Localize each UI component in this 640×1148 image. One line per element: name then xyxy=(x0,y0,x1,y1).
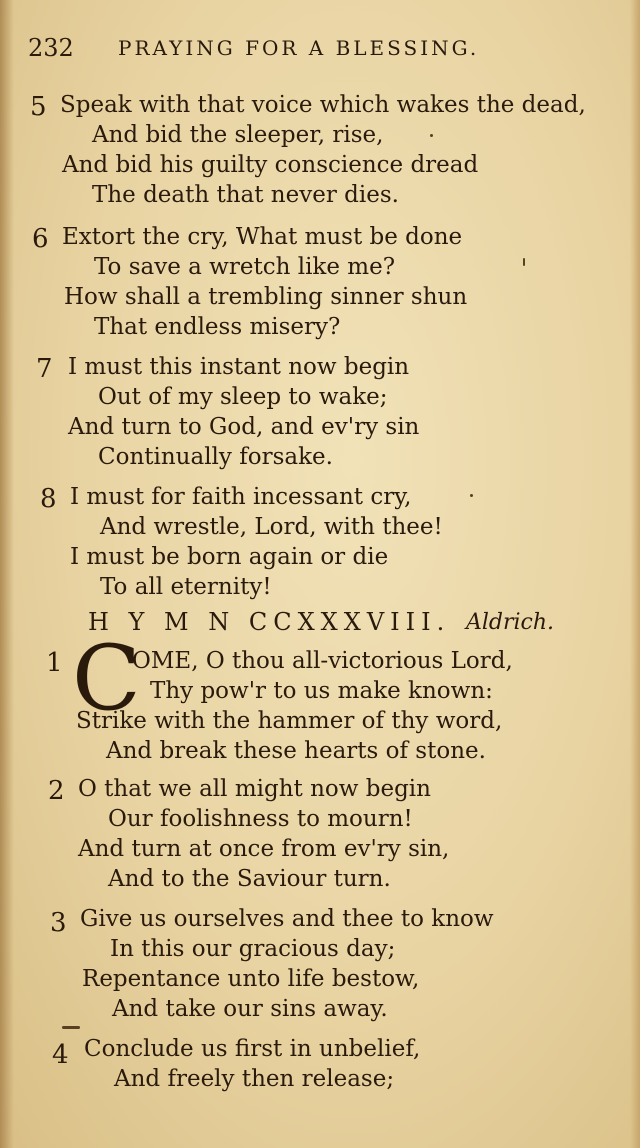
verse-line: And freely then release; xyxy=(114,1066,395,1092)
verse-line: To save a wretch like me? xyxy=(94,254,396,280)
verse-line: Continually forsake. xyxy=(98,444,333,470)
verse-line: And bid the sleeper, rise, xyxy=(92,122,384,148)
verse-line: And break these hearts of stone. xyxy=(106,738,486,764)
verse-line: And take our sins away. xyxy=(112,996,388,1022)
verse-line: And wrestle, Lord, with thee! xyxy=(100,514,443,540)
page-header xyxy=(28,34,608,70)
verse-line: O that we all might now begin xyxy=(78,776,431,802)
verse-line: Strike with the hammer of thy word, xyxy=(76,708,503,734)
verse-line: Conclude us first in unbelief, xyxy=(84,1036,421,1062)
verse-number: 5 xyxy=(30,92,47,122)
paper-speck xyxy=(523,258,525,266)
verse-line: The death that never dies. xyxy=(92,182,399,208)
running-title: PRAYING FOR A BLESSING. xyxy=(118,36,480,60)
verse-line: And bid his guilty conscience dread xyxy=(62,152,479,178)
verse-line: I must this instant now begin xyxy=(68,354,410,380)
verse-line: And turn to God, and ev'ry sin xyxy=(68,414,420,440)
verse-number: 1 xyxy=(46,648,63,678)
verse-line: I must be born again or die xyxy=(70,544,389,570)
paper-speck xyxy=(430,134,433,137)
hymn-title: H Y M N CCXXXVIII. xyxy=(88,608,451,636)
page-edge-right xyxy=(630,0,640,1148)
verse-line: Thy pow'r to us make known: xyxy=(150,678,493,704)
verse-line: In this our gracious day; xyxy=(110,936,396,962)
verse-number: 3 xyxy=(50,908,67,938)
verse-number: 2 xyxy=(48,776,65,806)
verse-number: 7 xyxy=(36,354,53,384)
paper-speck xyxy=(62,1026,80,1029)
verse-line: Give us ourselves and thee to know xyxy=(80,906,494,932)
verse-line: To all eternity! xyxy=(100,574,272,600)
verse-line: Repentance unto life bestow, xyxy=(82,966,420,992)
verse-line: How shall a trembling sinner shun xyxy=(64,284,468,310)
verse-line: Out of my sleep to wake; xyxy=(98,384,388,410)
page-number: 232 xyxy=(28,34,74,62)
verse-number: 4 xyxy=(52,1040,69,1070)
verse-line: And to the Saviour turn. xyxy=(108,866,391,892)
drop-cap: C xyxy=(72,626,141,731)
verse-line: And turn at once from ev'ry sin, xyxy=(78,836,450,862)
paper-speck xyxy=(470,494,473,497)
verse-line: OME, O thou all-victorious Lord, xyxy=(132,648,513,674)
page-edge-left xyxy=(0,0,14,1148)
verse-line: That endless misery? xyxy=(94,314,341,340)
hymn-tune-name: Aldrich. xyxy=(466,610,555,635)
verse-number: 6 xyxy=(32,224,49,254)
verse-line: Our foolishness to mourn! xyxy=(108,806,413,832)
verse-number: 8 xyxy=(40,484,57,514)
verse-line: Extort the cry, What must be done xyxy=(62,224,463,250)
verse-line: I must for faith incessant cry, xyxy=(70,484,412,510)
verse-line: Speak with that voice which wakes the dead, xyxy=(60,92,586,118)
